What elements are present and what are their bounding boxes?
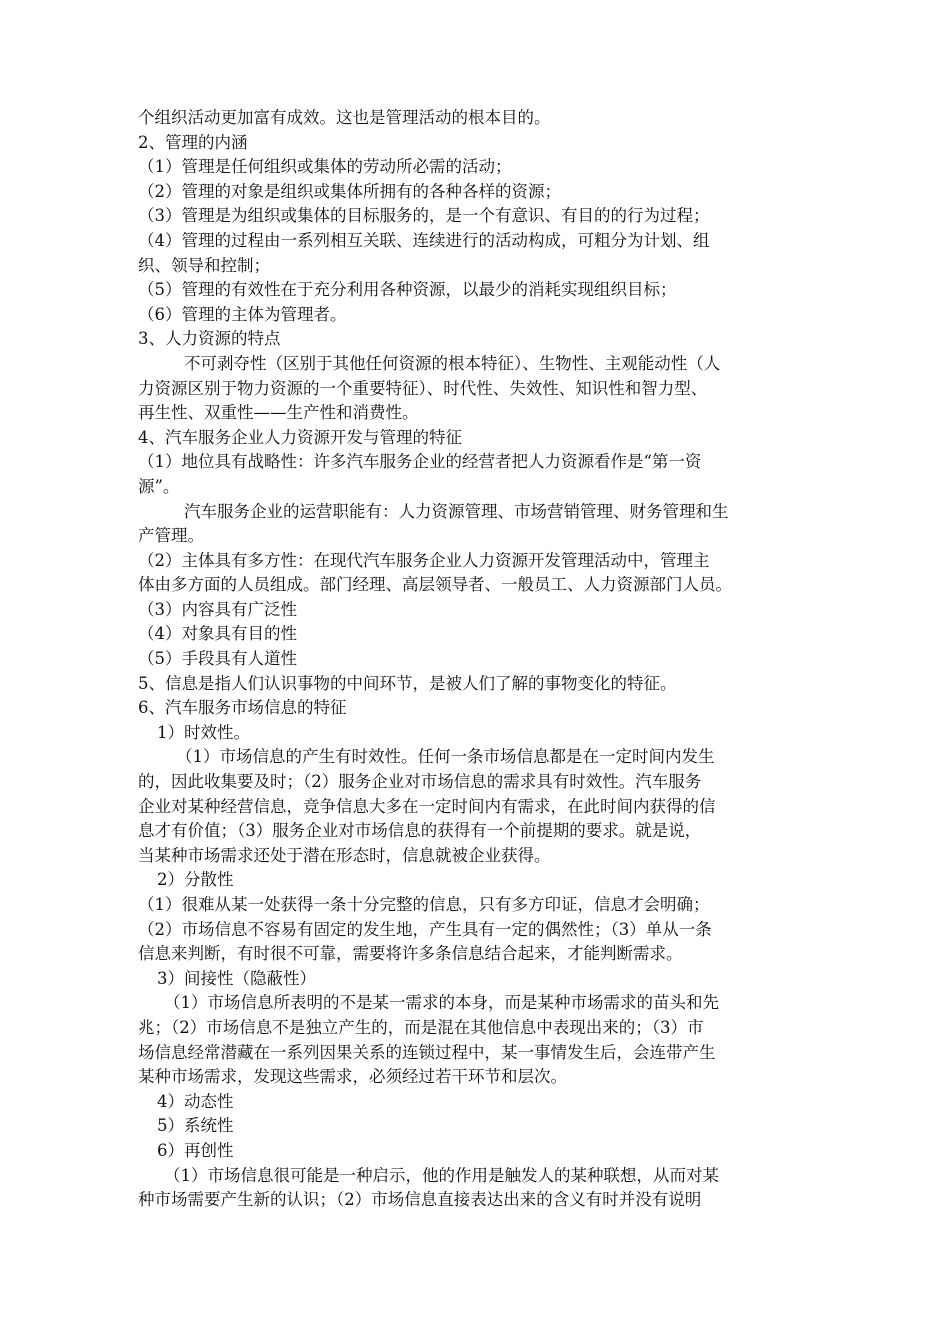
subheading-3: 3）间接性（隐蔽性） [157,968,316,988]
list-item: （3）内容具有广泛性 [138,599,297,619]
text-line: 兆；（2）市场信息不是独立产生的，而是混在其他信息中表现出来的；（3）市 [138,1017,704,1037]
text-line: 息才有价值；（3）服务企业对市场信息的获得有一个前提期的要求。就是说， [138,821,702,841]
document-body [138,106,818,1213]
paragraph-line: 汽车服务企业的运营职能有：人力资源管理、市场营销管理、财务管理和生 [184,501,729,521]
subheading-6: 6）再创性 [157,1140,234,1160]
section-heading-3: 3、人力资源的特点 [138,329,281,349]
subheading-5: 5）系统性 [157,1116,234,1136]
list-item: （5）管理的有效性在于充分利用各种资源，以最少的消耗实现组织目标； [138,280,677,300]
list-item: （2）主体具有多方性：在现代汽车服务企业人力资源开发管理活动中，管理主 [138,550,710,570]
text-line: 体由多方面的人员组成。部门经理、高层领导者、一般员工、人力资源部门人员。 [138,575,732,595]
text-line: 当某种市场需求还处于潜在形态时，信息就被企业获得。 [138,845,551,865]
list-item: （2）市场信息不容易有固定的发生地，产生具有一定的偶然性；（3）单从一条 [138,919,712,939]
paragraph-line: （1）市场信息所表明的不是某一需求的本身，而是某种市场需求的苗头和先 [164,993,719,1013]
text-line: 信息来判断，有时很不可靠，需要将许多条信息结合起来，才能判断需求。 [138,944,683,964]
list-item: （3）管理是为组织或集体的目标服务的，是一个有意识、有目的的行为过程； [138,206,710,226]
list-item: （4）管理的过程由一系列相互关联、连续进行的活动构成，可粗分为计划、组 [138,230,710,250]
list-item: （5）手段具有人道性 [138,649,297,669]
section-heading-6: 6、汽车服务市场信息的特征 [138,698,347,718]
text-line: 织、领导和控制； [138,255,270,275]
list-item: （2）管理的对象是组织或集体所拥有的各种各样的资源； [138,181,561,201]
list-item: （1）管理是任何组织或集体的劳动所必需的活动； [138,157,512,177]
text-line: 种市场需要产生新的认识；（2）市场信息直接表达出来的含义有时并没有说明 [138,1190,702,1210]
subheading-4: 4）动态性 [157,1091,234,1111]
section-heading-5: 5、信息是指人们认识事物的中间环节，是被人们了解的事物变化的特征。 [138,673,677,693]
text-line: 产管理。 [138,526,204,546]
paragraph-line: （1）市场信息的产生有时效性。任何一条市场信息都是在一定时间内发生 [176,747,715,767]
text-line: 源”。 [138,476,180,496]
text-line: 场信息经常潜藏在一系列因果关系的连锁过程中，某一事情发生后，会连带产生 [138,1042,716,1062]
text-line: 力资源区别于物力资源的一个重要特征）、时代性、失效性、知识性和智力型、 [138,378,708,398]
text-line: 某种市场需求，发现这些需求，必须经过若干环节和层次。 [138,1067,567,1087]
section-heading-2: 2、管理的内涵 [138,132,248,152]
paragraph-line: 不可剥夺性（区别于其他任何资源的根本特征）、生物性、主观能动性（人 [184,353,721,373]
text-line: 企业对某种经营信息，竞争信息大多在一定时间内有需求，在此时间内获得的信 [138,796,716,816]
list-item: （6）管理的主体为管理者。 [138,304,347,324]
list-item: （4）对象具有目的性 [138,624,297,644]
text-line: 个组织活动更加富有成效。这也是管理活动的根本目的。 [138,108,551,127]
text-line: 的，因此收集要及时；（2）服务企业对市场信息的需求具有时效性。汽车服务 [138,772,702,792]
section-heading-4: 4、汽车服务企业人力资源开发与管理的特征 [138,427,462,447]
subheading-1: 1）时效性。 [157,722,250,742]
list-item: （1）很难从某一处获得一条十分完整的信息，只有多方印证，信息才会明确； [138,895,710,914]
text-line: 再生性、双重性——生产性和消费性。 [138,403,419,423]
subheading-2: 2）分散性 [157,870,234,890]
paragraph-line: （1）市场信息很可能是一种启示，他的作用是触发人的某种联想，从而对某 [164,1165,719,1185]
list-item: （1）地位具有战略性：许多汽车服务企业的经营者把人力资源看作是“第一资 [138,452,702,472]
